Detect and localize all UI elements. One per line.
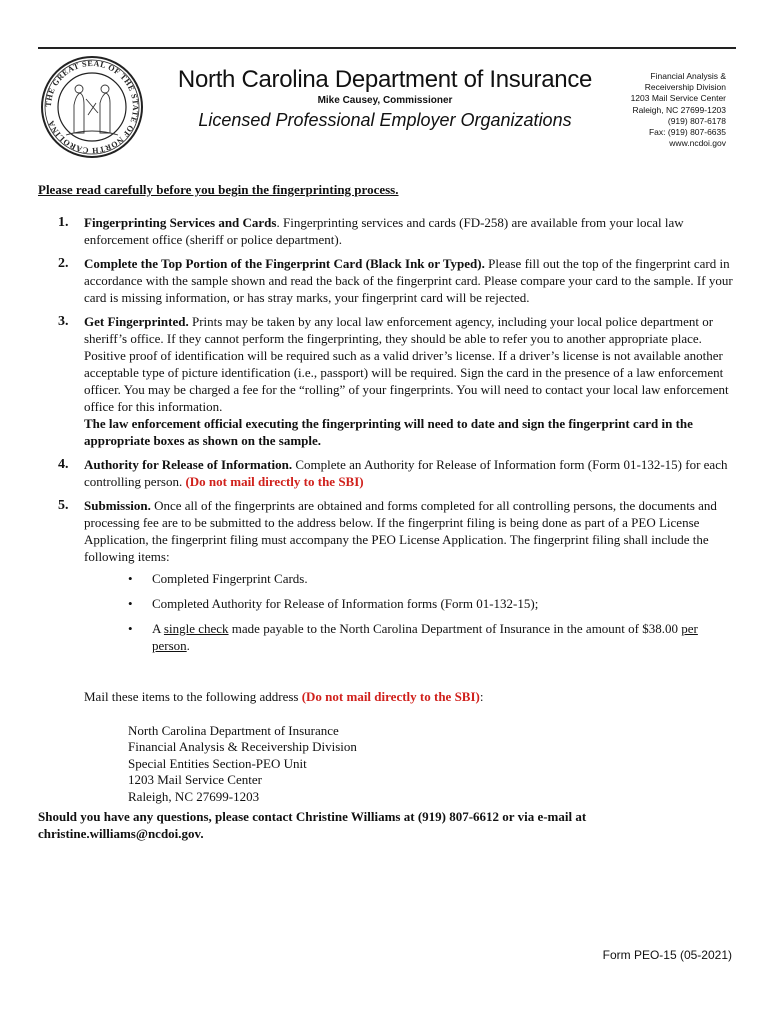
item-text: Once all of the fingerprints are obtained and forms completed for all controlling persons, the documents and processing fee are to be submitted to the address below. If the fingerprint filing is being done as part of a PEO License Application, the fingerprint filing must accompany the PEO License Application. The fingerprint filing shall include the following items: xyxy=(84,498,717,564)
item-heading: Complete the Top Portion of the Fingerprint Card (Black Ink or Typed). xyxy=(84,256,485,271)
item-heading: Get Fingerprinted. xyxy=(84,314,189,329)
mailing-address-line: Financial Analysis & Receivership Division xyxy=(128,739,357,755)
bullet-icon: • xyxy=(128,621,133,636)
mail-intro-colon: : xyxy=(479,689,484,704)
sbi-warning: (Do not mail directly to the SBI) xyxy=(185,474,364,489)
division-address-block xyxy=(600,71,726,149)
mail-instruction xyxy=(84,689,483,705)
item-number: 5. xyxy=(58,498,69,513)
item-number: 1. xyxy=(58,215,69,230)
item-number: 4. xyxy=(58,457,69,472)
mailing-address-line: 1203 Mail Service Center xyxy=(128,772,262,788)
mailing-address-line: Raleigh, NC 27699-1203 xyxy=(128,788,260,804)
document-subtitle: Licensed Professional Employer Organizations xyxy=(198,110,572,130)
seal-ring-text: THE GREAT SEAL OF THE STATE OF NORTH CAROLINA xyxy=(43,58,141,156)
item-number: 2. xyxy=(58,256,69,271)
single-check-underlined: single check xyxy=(163,621,229,636)
list-item xyxy=(38,214,738,248)
address-line: Raleigh, NC 27699-1203 xyxy=(632,104,726,115)
phone-number: (919) 807-6178 xyxy=(667,115,726,126)
address-line: Financial Analysis & xyxy=(650,71,726,81)
per-person-underlined: per person xyxy=(152,621,698,653)
submission-item-text: A xyxy=(152,621,164,636)
item-number: 3. xyxy=(58,314,69,329)
intro-instruction: Please read carefully before you begin the fingerprinting process. xyxy=(38,182,399,197)
item-bold-note: The law enforcement official executing the fingerprinting will need to date and sign the fingerprint card in the appropriate boxes as shown on the sample. xyxy=(84,416,693,448)
item-heading: Authority for Release of Information. xyxy=(84,457,293,472)
submission-item-text: Completed Authority for Release of Information forms (Form 01-132-15); xyxy=(152,596,539,611)
submission-items-list xyxy=(84,570,738,654)
list-item xyxy=(38,255,738,306)
mailing-address-line: Special Entities Section-PEO Unit xyxy=(128,755,307,771)
submission-item-text: Completed Fingerprint Cards. xyxy=(152,571,308,586)
item-text: . Fingerprinting services and cards (FD-258) are available from your local law enforcement office (sheriff or police department). xyxy=(84,215,684,247)
submission-item xyxy=(84,570,738,587)
address-line: Receivership Division xyxy=(644,82,726,93)
fax-number: Fax: (919) 807-6635 xyxy=(648,127,726,138)
item-heading: Fingerprinting Services and Cards xyxy=(84,215,277,230)
list-item xyxy=(38,313,738,449)
form-number: Form PEO-15 (05-2021) xyxy=(602,948,732,962)
bullet-icon: • xyxy=(128,571,133,586)
website-link[interactable]: www.ncdoi.gov xyxy=(669,138,726,149)
address-line: 1203 Mail Service Center xyxy=(630,93,726,104)
submission-item xyxy=(84,620,738,654)
item-text: Complete an Authority for Release of Information form (Form 01-132-15) for each controlling person. xyxy=(84,457,728,489)
item-text: Please fill out the top of the fingerprint card in accordance with the sample shown and read the back of the fingerprint card. Please compare your card to the sample. If your card is missing information, or has stray marks, your fingerprint card will be rejected. xyxy=(84,256,733,305)
mail-intro-text: Mail these items to the following address xyxy=(84,689,302,704)
bullet-icon: • xyxy=(128,596,133,611)
mailing-address-line: North Carolina Department of Insurance xyxy=(128,723,339,738)
instruction-list xyxy=(38,214,738,662)
submission-item-text: . xyxy=(186,638,190,653)
contact-information: Should you have any questions, please contact Christine Williams at (919) 807-6612 or via e-mail at christine.williams@ncdoi.gov. xyxy=(38,809,587,841)
item-text: Prints may be taken by any local law enforcement agency, including your local police department or sheriff’s office. If they cannot perform the fingerprinting, they should be able to refer you to another appropriate place. Positive proof of identification will be required such as a valid driver’s license. If a driver’s license is not available another acceptable type of picture identification (i.e., passport) will be required. Sign the card in the presence of a law enforcement officer. You may be charged a fee for the “rolling” of your fingerprints. You will need to contact your local law enforcement office for this information. xyxy=(84,314,729,414)
header-rule xyxy=(38,47,736,49)
submission-item xyxy=(84,595,738,612)
commissioner-name: Mike Causey, Commissioner xyxy=(317,95,453,106)
nc-state-seal xyxy=(40,55,144,159)
item-heading: Submission. xyxy=(84,498,151,513)
list-item xyxy=(38,497,738,654)
submission-item-text: made payable to the North Carolina Department of Insurance in the amount of $38.00 xyxy=(228,621,682,636)
mailing-address xyxy=(128,723,357,805)
list-item xyxy=(38,456,738,490)
department-title: North Carolina Department of Insurance xyxy=(177,66,593,93)
sbi-warning: (Do not mail directly to the SBI) xyxy=(301,689,480,704)
